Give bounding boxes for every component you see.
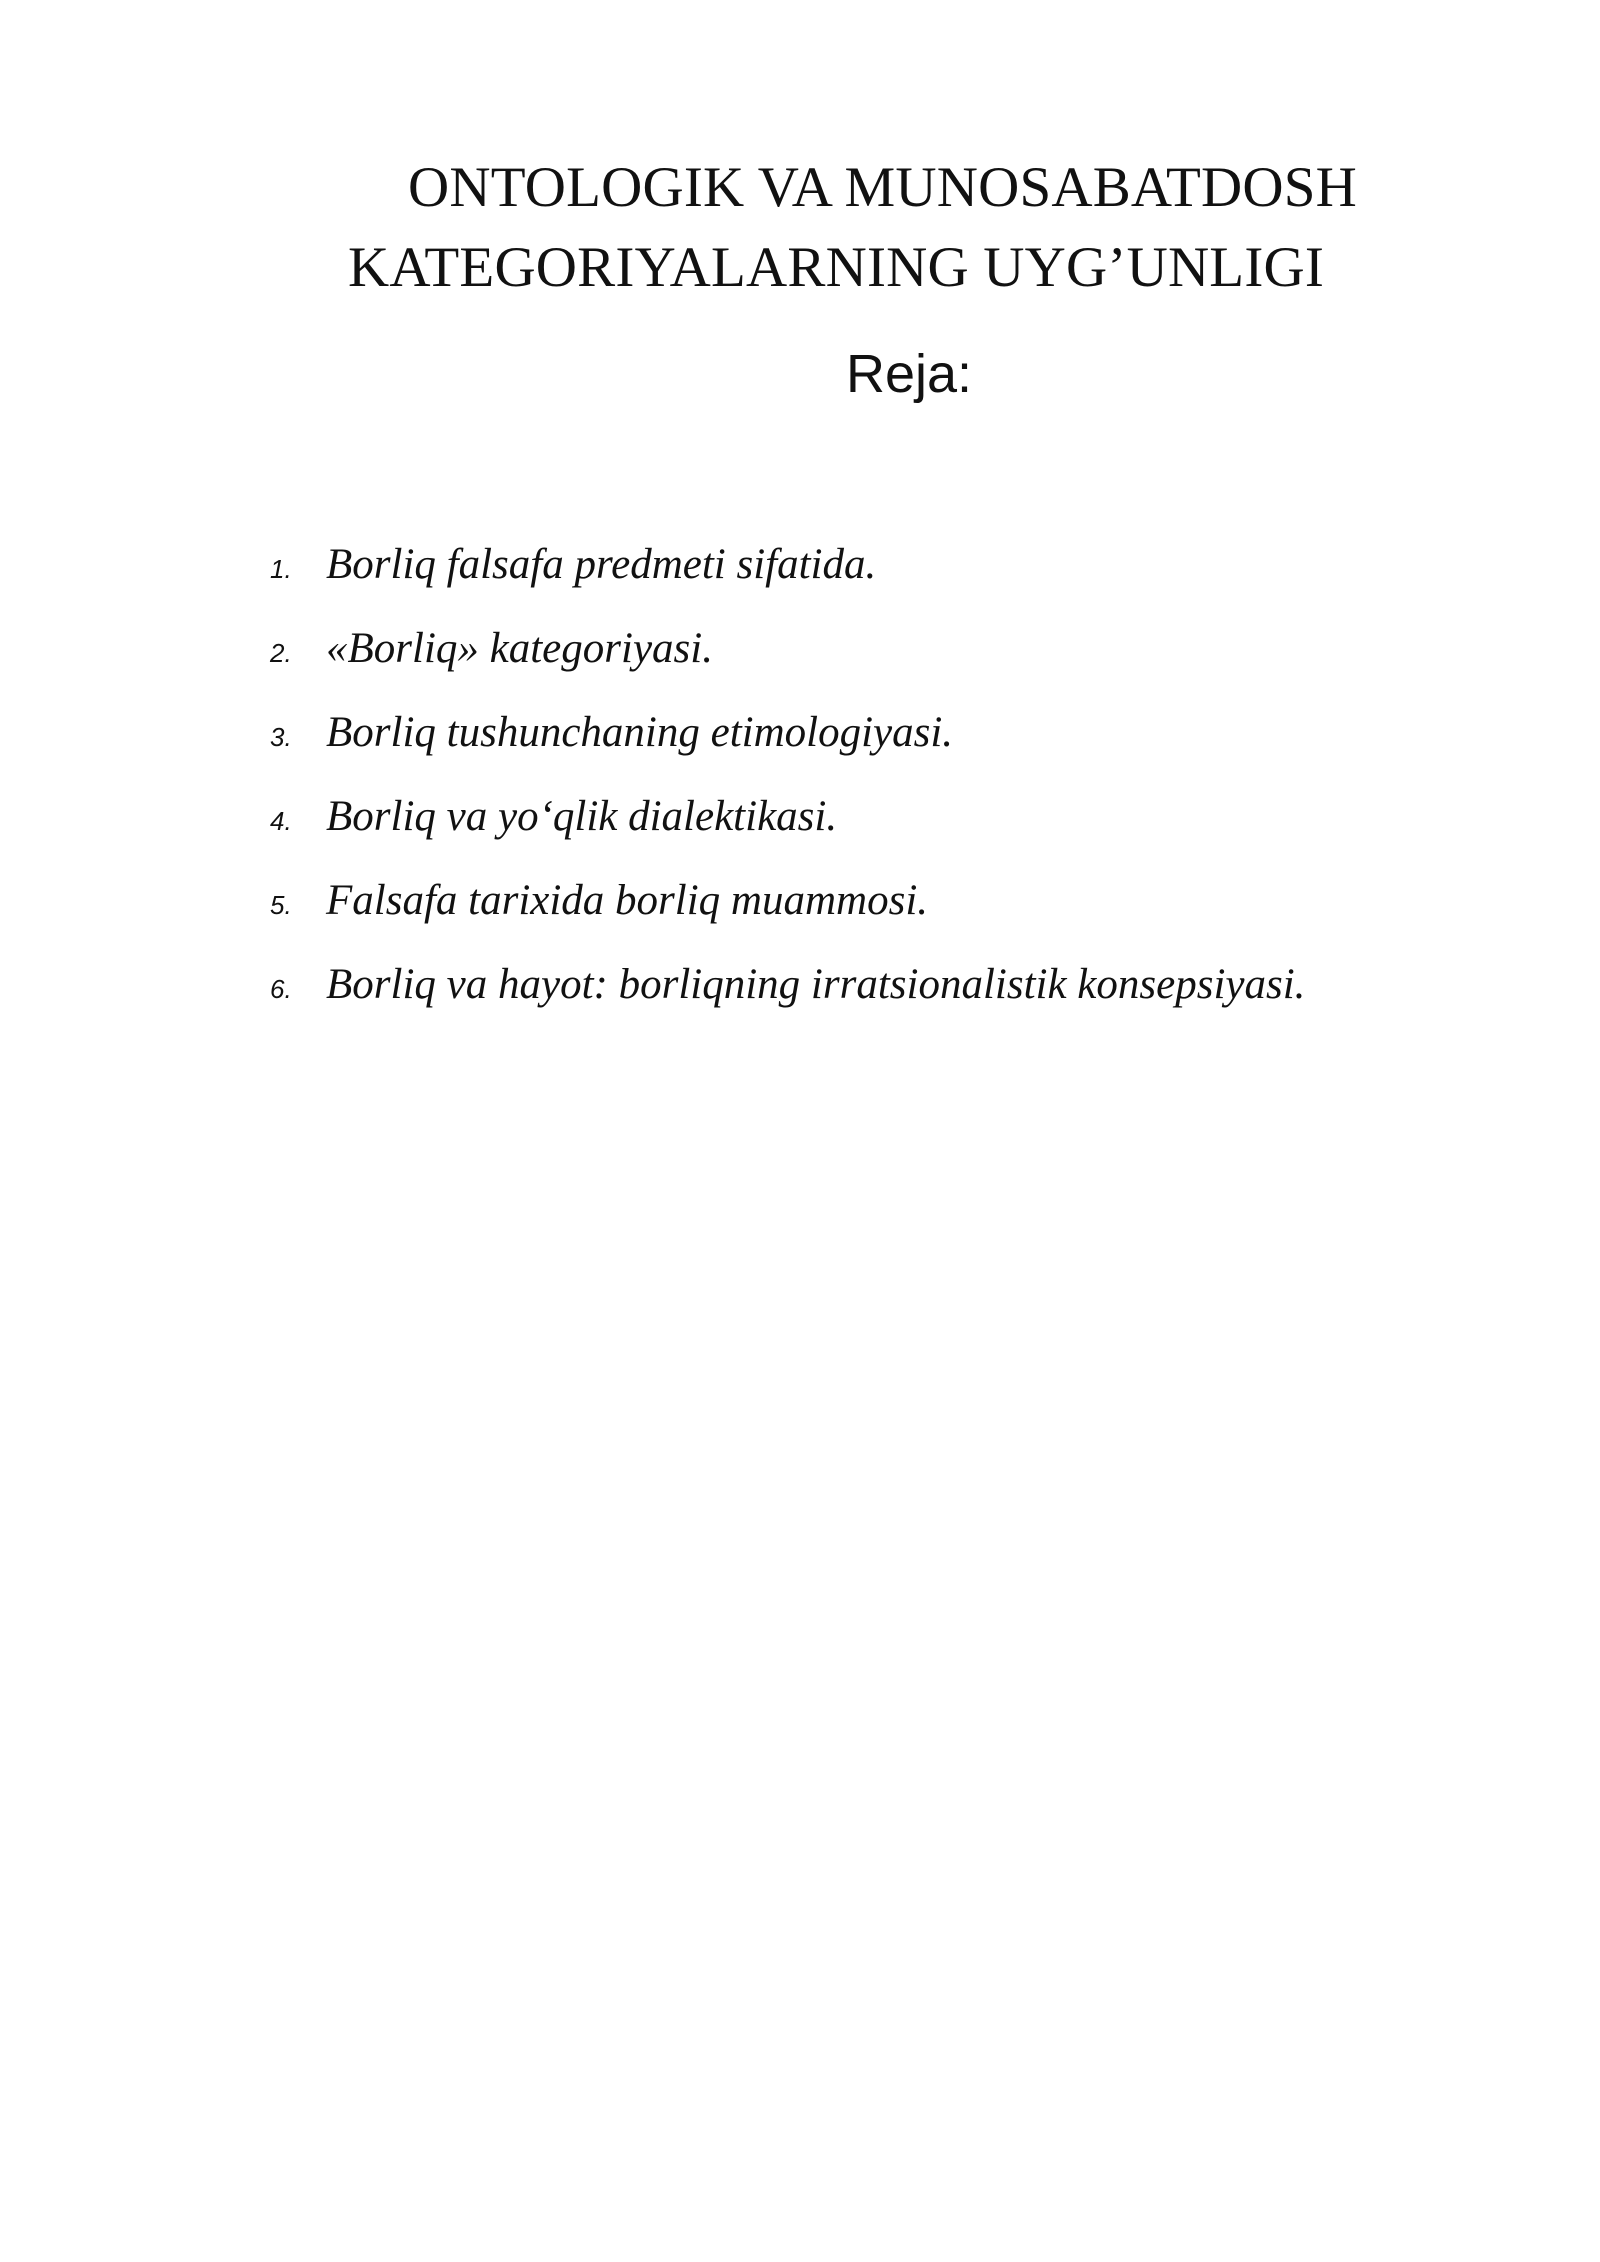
plan-item-text: Borliq va hayot: borliqning irratsionalistik konsepsiyasi. [326, 961, 1306, 1008]
plan-item-text: Falsafa tarixida borliq muammosi. [326, 877, 929, 924]
plan-item-5 [270, 876, 1305, 960]
plan-item-number: 6. [270, 974, 292, 1004]
plan-item-text: Borliq va yo‘qlik dialektikasi. [326, 793, 838, 840]
plan-item-1 [270, 540, 1305, 624]
plan-item-3 [270, 708, 1305, 792]
plan-item-number: 2. [270, 638, 292, 668]
plan-item-number: 1. [270, 554, 292, 584]
plan-item-4 [270, 792, 1305, 876]
plan-item-text: Borliq falsafa predmeti sifatida. [326, 541, 877, 588]
plan-item-number: 3. [270, 722, 292, 752]
plan-item-text: «Borliq» kategoriyasi. [326, 625, 713, 672]
plan-heading: Reja: [846, 344, 973, 404]
plan-item-number: 4. [270, 806, 292, 836]
plan-item-6 [270, 960, 1305, 1044]
plan-item-number: 5. [270, 890, 292, 920]
plan-item-2 [270, 624, 1305, 708]
document-title-line-2: KATEGORIYALARNING UYG’UNLIGI [348, 236, 1325, 299]
plan-list [270, 540, 1305, 1044]
document-title-line-1: ONTOLOGIK VA MUNOSABATDOSH [408, 156, 1357, 219]
plan-item-text: Borliq tushunchaning etimologiyasi. [326, 709, 954, 756]
